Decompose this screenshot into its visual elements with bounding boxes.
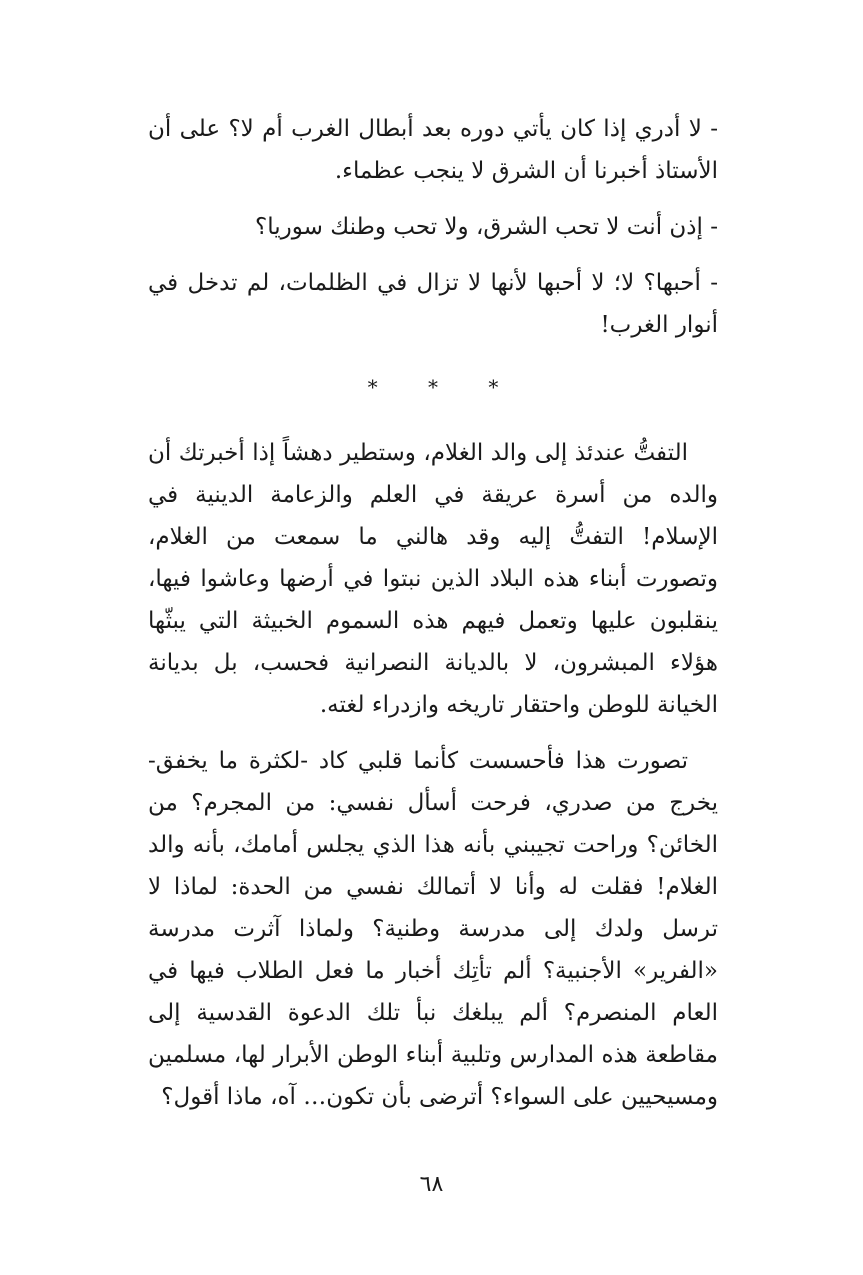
- page-number: ٦٨: [419, 1172, 444, 1197]
- dialog-paragraph-1: - لا أدري إذا كان يأتي دوره بعد أبطال الغرب أم لا؟ على أن الأستاذ أخبرنا أن الشرق لا ينجب عظماء.: [148, 116, 718, 184]
- narrative-paragraph-1: التفتُّ عندئذ إلى والد الغلام، وستطير دهشاً إذا أخبرتك أن والده من أسرة عريقة في العلم والزعامة الدينية في الإسلام! التفتُّ إليه وقد هالني ما سمعت من الغلام، وتصورت أبناء هذه البلاد الذين نبتوا في أرضها وعاشوا فيها، ينقلبون عليها وتعمل فيهم هذه السموم الخبيثة التي يبثّها هؤلاء المبشرون، لا بالديانة النصرانية فحسب، بل بديانة الخيانة للوطن واحتقار تاريخه وازدراء لغته.: [148, 440, 718, 718]
- page-body: [148, 108, 718, 1118]
- spacer: [148, 248, 718, 262]
- narrative-paragraph-2: تصورت هذا فأحسست كأنما قلبي كاد -لكثرة ما يخفق- يخرج من صدري، فرحت أسأل نفسي: من المجرم؟ من الخائن؟ وراحت تجيبني بأنه هذا الذي يجلس أمامك، بأنه والد الغلام! فقلت له وأنا لا أتمالك نفسي من الحدة: لماذا لا ترسل ولدك إلى مدرسة وطنية؟ ولماذا آثرت مدرسة «الفرير» الأجنبية؟ ألم تأتِك أخبار ما فعل الطلاب فيها في العام المنصرم؟ ألم يبلغك نبأ تلك الدعوة القدسية إلى مقاطعة هذه المدارس وتلبية أبناء الوطن الأبرار لها، مسلمين ومسيحيين على السواء؟ أترضى بأن تكون… آه، ماذا أقول؟: [148, 748, 718, 1110]
- spacer: [148, 192, 718, 206]
- dialog-paragraph-3: - أحبها؟ لا؛ لا أحبها لأنها لا تزال في الظلمات، لم تدخل في أنوار الغرب!: [148, 270, 718, 338]
- spacer: [148, 726, 718, 740]
- section-divider: * * *: [367, 375, 521, 399]
- dialog-paragraph-2: - إذن أنت لا تحب الشرق، ولا تحب وطنك سوريا؟: [255, 214, 718, 240]
